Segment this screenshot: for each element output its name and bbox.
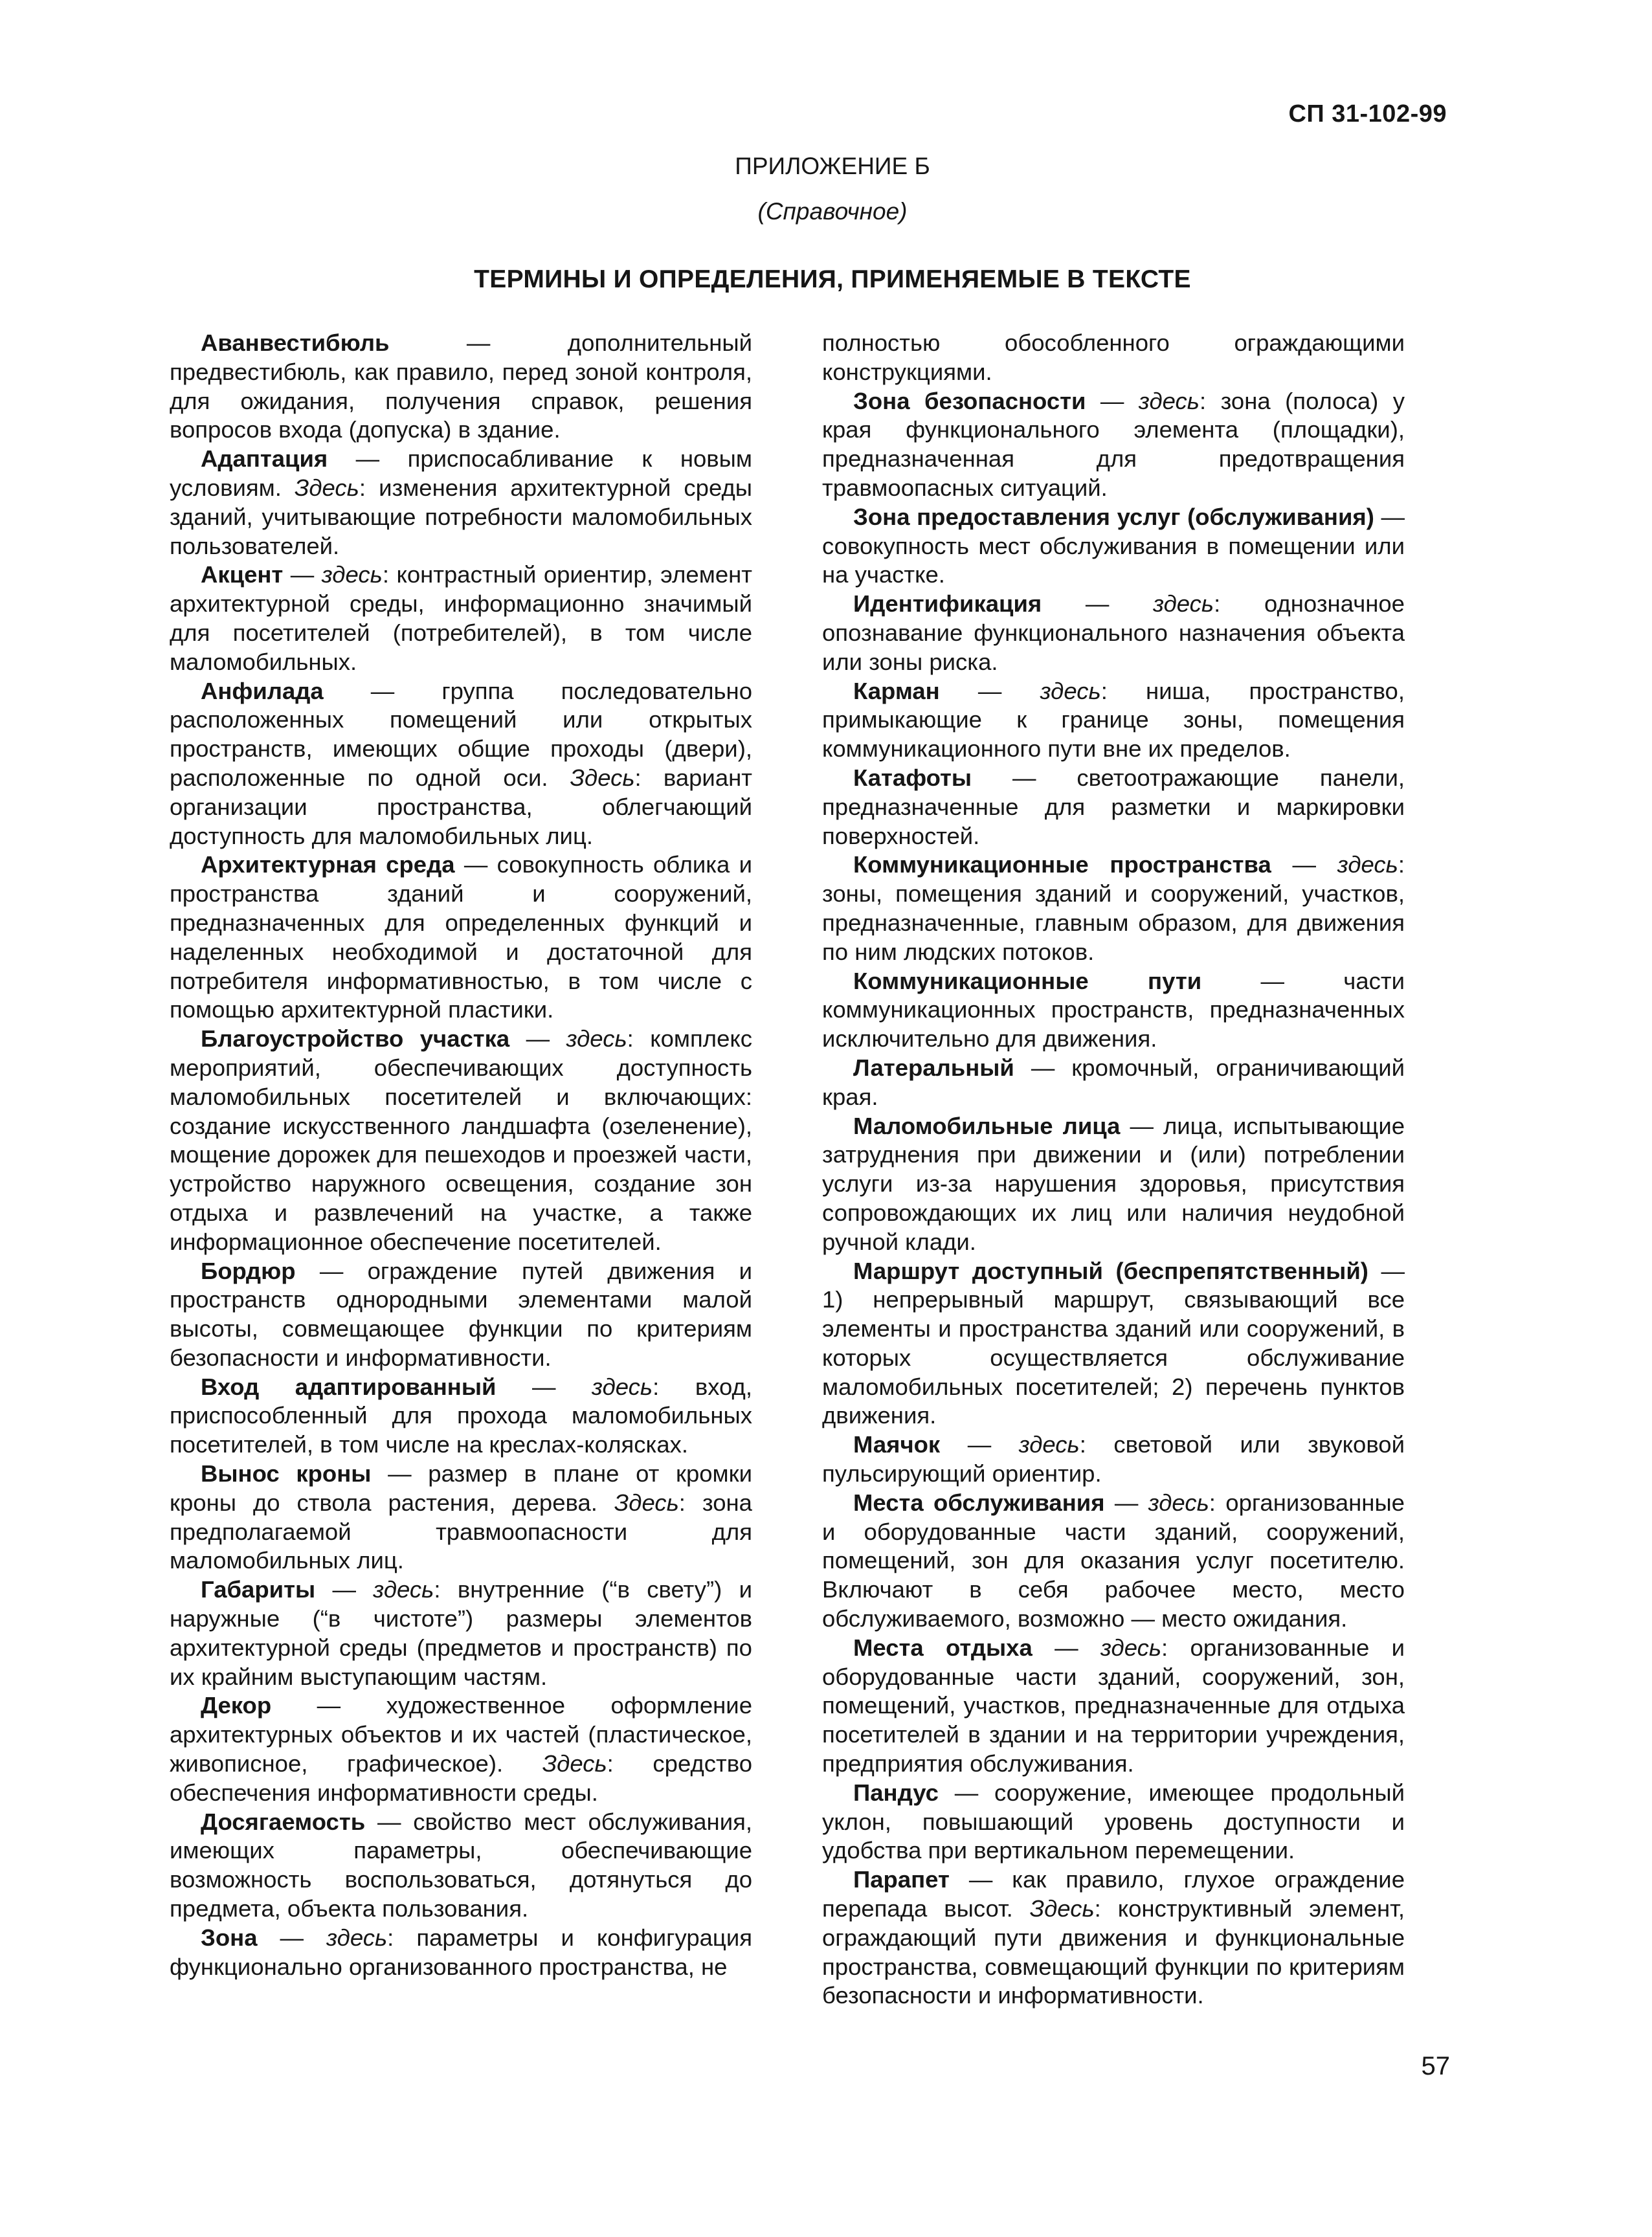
glossary-definition: — здесь: зоны, помещения зданий и сооружений, участков, предназначенные, главным образом, для движения по ним людских потоков. [822,851,1405,965]
glossary-term: Благоустройство участка [201,1025,510,1052]
glossary-entry [170,1924,752,1982]
glossary-term: Маломобильные лица [853,1112,1121,1139]
glossary-definition: — как правило, глухое ограждение перепада высот. Здесь: конструктивный элемент, ограждающий пути движения и функциональные пространства, совмещающий функции по критериям безопасности и информативности. [822,1866,1405,2009]
glossary-entry [170,329,752,445]
glossary-definition: — приспосабливание к новым условиям. Здесь: изменения архитектурной среды зданий, учитывающие потребности маломобильных пользователей. [170,445,752,559]
glossary-definition: — художественное оформление архитектурных объектов и их частей (пластическое, живописное, графическое). Здесь: средство обеспечения информативности среды. [170,1692,753,1806]
glossary-term: Парапет [853,1866,950,1893]
glossary-entry [822,590,1405,676]
glossary-term: Карман [853,677,940,704]
glossary-entry [170,1575,752,1691]
glossary-entry [822,851,1405,966]
glossary-entry [822,1779,1405,1865]
glossary-entry [822,1257,1405,1431]
glossary-term: Зона безопасности [853,387,1086,414]
glossary-definition: — здесь: ниша, пространство, примыкающие к границе зоны, помещения коммуникационного пути вне их пределов. [822,677,1405,762]
glossary-term: Вынос кроны [201,1460,372,1487]
glossary-entry [822,503,1405,590]
glossary-definition: — дополнительный предвестибюль, как правило, перед зоной контроля, для ожидания, получения справок, решения вопросов входа (допуска) в здание. [170,329,752,443]
glossary-entry [822,329,1405,387]
glossary-term: Маячок [853,1431,941,1458]
glossary-entry [170,561,752,676]
glossary-entry [170,1257,752,1373]
glossary-definition: — 1) непрерывный маршрут, связывающий все элементы и пространства зданий или сооружений, в которых осуществляется обслуживание маломобильных посетителей; 2) перечень пунктов движения. [822,1257,1405,1429]
glossary-definition: полностью обособленного ограждающими конструкциями. [822,329,1405,385]
glossary-entry [170,1460,752,1575]
right-column [822,329,1405,2010]
glossary-definition: — группа последовательно расположенных помещений или открытых пространств, имеющих общие проходы (двери), расположенные по одной оси. Здесь: вариант организации пространства, облегчающий доступность для маломобильных лиц. [170,677,752,849]
glossary-term: Идентификация [853,590,1042,618]
glossary-entry [822,1865,1405,2010]
glossary-entry [822,677,1405,764]
glossary-definition: — здесь: зона (полоса) у края функционального элемента (площадки), предназначенная для предотвращения травмоопасных ситуаций. [822,387,1405,501]
glossary-term: Вход адаптированный [201,1373,497,1400]
glossary-term: Места отдыха [853,1634,1032,1661]
glossary-definition: — здесь: организованные и оборудованные части зданий, сооружений, зон, помещений, участков, предназначенные для отдыха посетителей в здании и на территории учреждения, предприятия обслуживания. [822,1634,1405,1777]
left-column [170,329,752,1981]
document-code: СП 31-102-99 [1288,100,1447,128]
glossary-definition: — здесь: организованные и оборудованные части зданий, сооружений, помещений, зон для оказания услуг посетителю. Включают в себя рабочее место, место обслуживаемого, возможно — место ожидания. [822,1489,1405,1632]
glossary-definition: — сооружение, имеющее продольный уклон, повышающий уровень доступности и удобства при вертикальном перемещении. [822,1779,1405,1864]
glossary-entry [170,1808,752,1924]
glossary-term: Коммуникационные пространства [853,851,1271,878]
glossary-definition: — здесь: однозначное опознавание функционального назначения объекта или зоны риска. [822,590,1405,675]
glossary-term: Пандус [853,1779,939,1806]
glossary-term: Коммуникационные пути [853,967,1202,994]
glossary-term: Досягаемость [201,1808,366,1835]
glossary-definition: — здесь: световой или звуковой пульсирующий ориентир. [822,1431,1405,1487]
appendix-note: (Справочное) [757,198,908,225]
glossary-entry [822,764,1405,851]
glossary-entry [170,677,752,851]
glossary-term: Архитектурная среда [201,851,455,878]
glossary-definition: — свойство мест обслуживания, имеющих параметры, обеспечивающие возможность воспользоваться, дотянуться до предмета, объекта пользования. [170,1808,752,1922]
glossary-term: Габариты [201,1576,316,1603]
glossary-entry [822,1112,1405,1257]
glossary-definition: — здесь: вход, приспособленный для прохода маломобильных посетителей, в том числе на креслах-колясках. [170,1373,752,1458]
glossary-entry [170,851,752,1025]
section-title: ТЕРМИНЫ И ОПРЕДЕЛЕНИЯ, ПРИМЕНЯЕМЫЕ В ТЕКСТЕ [474,265,1191,293]
glossary-term: Адаптация [201,445,328,473]
appendix-label: ПРИЛОЖЕНИЕ Б [735,153,930,179]
glossary-term: Зона [201,1924,258,1951]
glossary-definition: — светоотражающие панели, предназначенные для разметки и маркировки поверхностей. [822,764,1405,849]
glossary-entry [170,445,752,561]
glossary-definition: — совокупность мест обслуживания в помещении или на участке. [822,503,1405,588]
glossary-definition: — совокупность облика и пространства зданий и сооружений, предназначенных для определенных функций и наделенных необходимой и достаточной для потребителя информативностью, в том числе с помощью архитектурной пластики. [170,851,752,1023]
glossary-term: Маршрут доступный (беспрепятственный) [853,1257,1368,1284]
glossary-definition: — здесь: внутренние (“в свету”) и наружные (“в чистоте”) размеры элементов архитектурной среды (предметов и пространств) по их крайним выступающим частям. [170,1576,752,1690]
glossary-term: Декор [201,1692,272,1719]
glossary-entry [822,387,1405,503]
glossary-definition: — лица, испытывающие затруднения при движении и (или) потреблении услуги из-за нарушения здоровья, присутствия сопровождающих их лиц или наличия неудобной ручной клади. [822,1112,1405,1255]
glossary-definition: — здесь: комплекс мероприятий, обеспечивающих доступность маломобильных посетителей и включающих: создание искусственного ландшафта (озеленение), мощение дорожек для пешеходов и проезжей части, устройство наружного освещения, создание зон отдыха и развлечений на участке, а также информационное обеспечение посетителей. [170,1025,752,1255]
glossary-definition: — здесь: параметры и конфигурация функционально организованного пространства, не [170,1924,752,1980]
glossary-definition: — части коммуникационных пространств, предназначенных исключительно для движения. [822,967,1405,1052]
glossary-term: Бордюр [201,1257,296,1284]
glossary-term: Катафоты [853,764,972,791]
glossary-term: Аванвестибюль [201,329,390,356]
page-number: 57 [1421,2052,1450,2080]
glossary-entry [822,1054,1405,1112]
glossary-entry [822,1430,1405,1489]
glossary-entry [170,1691,752,1807]
glossary-definition: — размер в плане от кромки кроны до ствола растения, дерева. Здесь: зона предполагаемой травмоопасности для маломобильных лиц. [170,1460,752,1574]
glossary-definition: — ограждение путей движения и пространств однородными элементами малой высоты, совмещающее функции по критериям безопасности и информативности. [170,1257,752,1371]
glossary-term: Акцент [201,561,284,588]
glossary-term: Места обслуживания [853,1489,1105,1516]
glossary-term: Латеральный [853,1054,1014,1081]
glossary-definition: — кромочный, ограничивающий края. [822,1054,1405,1110]
glossary-term: Зона предоставления услуг (обслуживания) [853,503,1374,530]
glossary-entry [822,1634,1405,1779]
glossary-entry [822,1489,1405,1634]
glossary-entry [822,967,1405,1054]
glossary-entry [170,1373,752,1460]
glossary-entry [170,1025,752,1256]
glossary-definition: — здесь: контрастный ориентир, элемент архитектурной среды, информационно значимый для посетителей (потребителей), в том числе маломобильных. [170,561,752,675]
glossary-term: Анфилада [201,677,324,704]
